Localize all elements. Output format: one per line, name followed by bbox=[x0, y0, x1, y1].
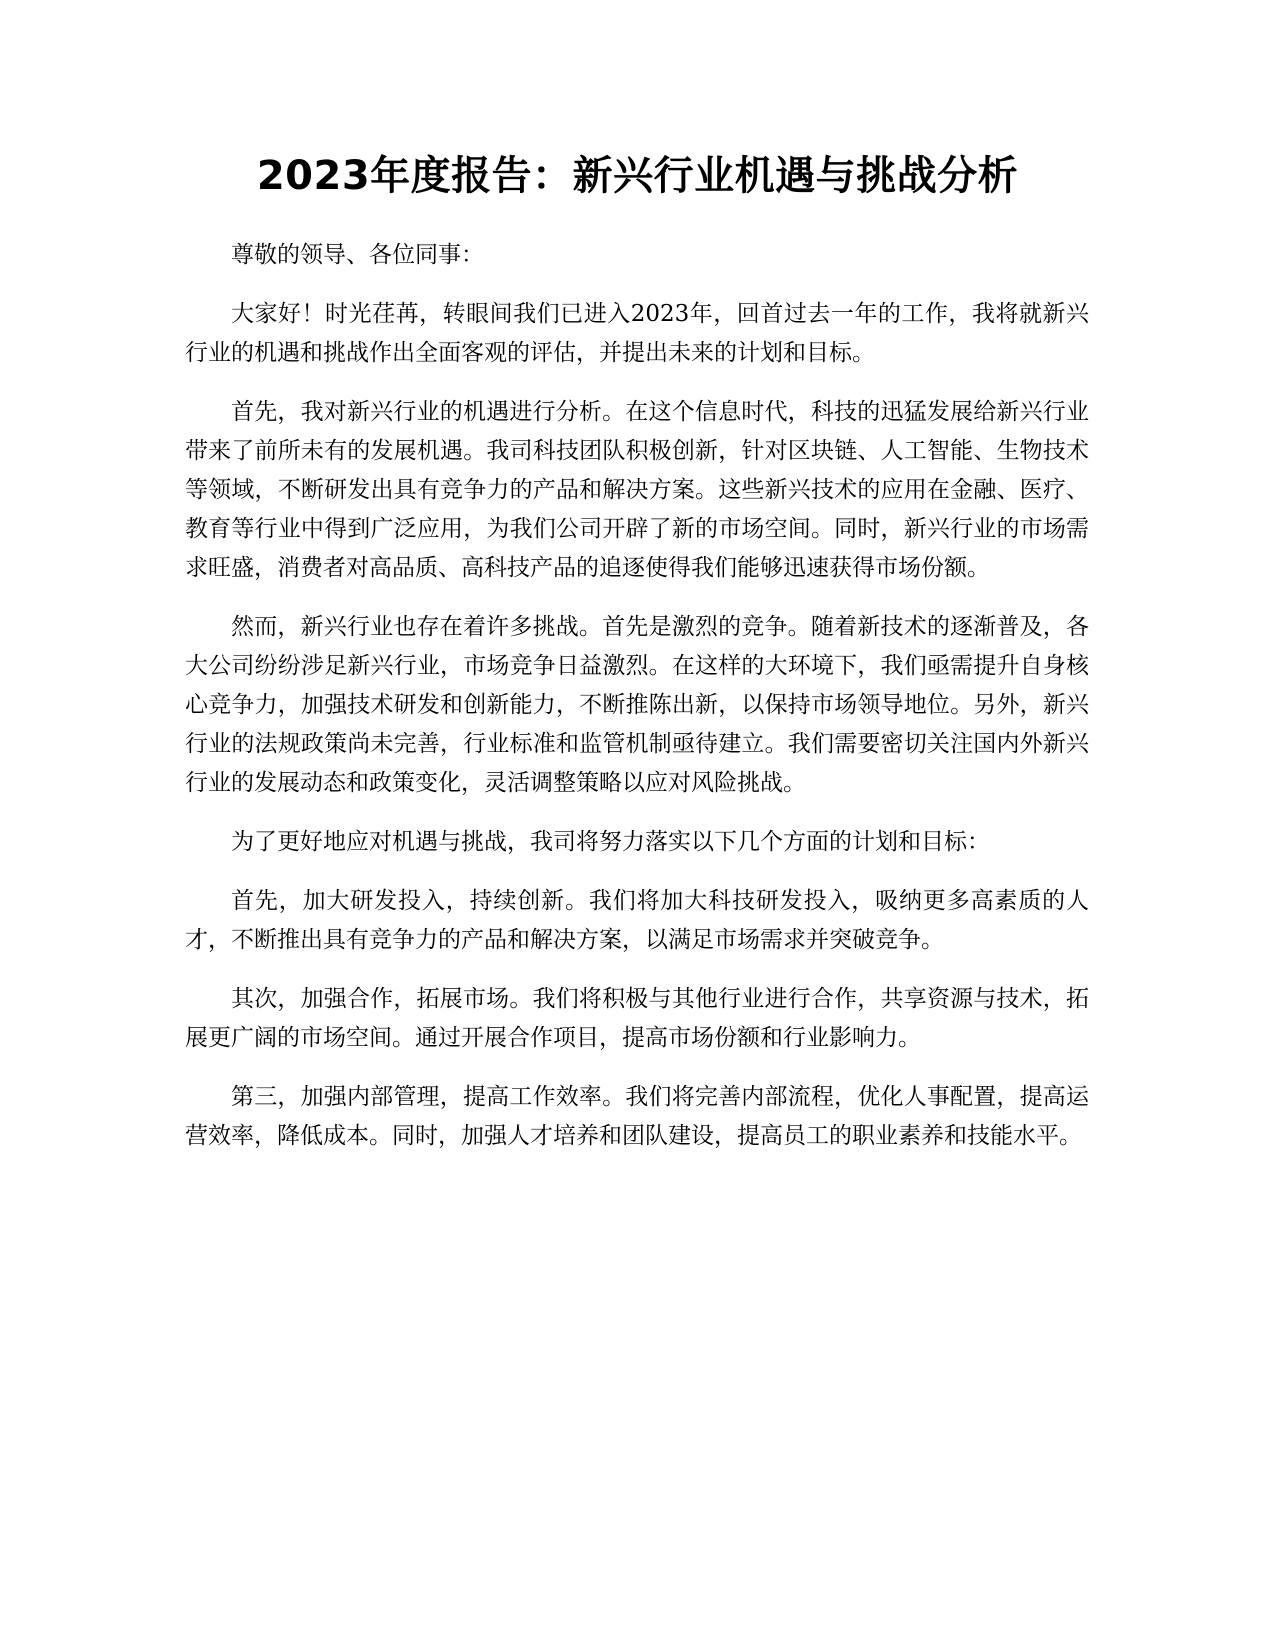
paragraph-plan-cooperation: 其次，加强合作，拓展市场。我们将积极与其他行业进行合作，共享资源与技术，拓展更广阔的市场空间。通过开展合作项目，提高市场份额和行业影响力。 bbox=[185, 986, 1089, 1051]
document-title: 2023年度报告：新兴行业机遇与挑战分析 bbox=[256, 153, 1019, 199]
paragraph-plan-intro: 为了更好地应对机遇与挑战，我司将努力落实以下几个方面的计划和目标： bbox=[231, 829, 990, 855]
paragraph-challenges: 然而，新兴行业也存在着许多挑战。首先是激烈的竞争。随着新技术的逐渐普及，各大公司纷纷涉足新兴行业，市场竞争日益激烈。在这样的大环境下，我们亟需提升自身核心竞争力，加强技术研发和创新能力，不断推陈出新，以保持市场领导地位。另外，新兴行业的法规政策尚未完善，行业标准和监管机制亟待建立。我们需要密切关注国内外新兴行业的发展动态和政策变化，灵活调整策略以应对风险挑战。 bbox=[185, 614, 1089, 796]
document-body bbox=[185, 236, 1089, 1176]
paragraph-greeting: 大家好！时光荏苒，转眼间我们已进入2023年，回首过去一年的工作，我将就新兴行业的机遇和挑战作出全面客观的评估，并提出未来的计划和目标。 bbox=[185, 301, 1089, 366]
paragraph-salutation: 尊敬的领导、各位同事： bbox=[231, 242, 484, 268]
paragraph-plan-rnd: 首先，加大研发投入，持续创新。我们将加大科技研发投入，吸纳更多高素质的人才，不断推出具有竞争力的产品和解决方案，以满足市场需求并突破竞争。 bbox=[185, 888, 1089, 953]
paragraph-opportunities: 首先，我对新兴行业的机遇进行分析。在这个信息时代，科技的迅猛发展给新兴行业带来了前所未有的发展机遇。我司科技团队积极创新，针对区块链、人工智能、生物技术等领域，不断研发出具有竞争力的产品和解决方案。这些新兴技术的应用在金融、医疗、教育等行业中得到广泛应用，为我们公司开辟了新的市场空间。同时，新兴行业的市场需求旺盛，消费者对高品质、高科技产品的追逐使得我们能够迅速获得市场份额。 bbox=[185, 399, 1089, 581]
paragraph-plan-management: 第三，加强内部管理，提高工作效率。我们将完善内部流程，优化人事配置，提高运营效率，降低成本。同时，加强人才培养和团队建设，提高员工的职业素养和技能水平。 bbox=[185, 1084, 1089, 1149]
